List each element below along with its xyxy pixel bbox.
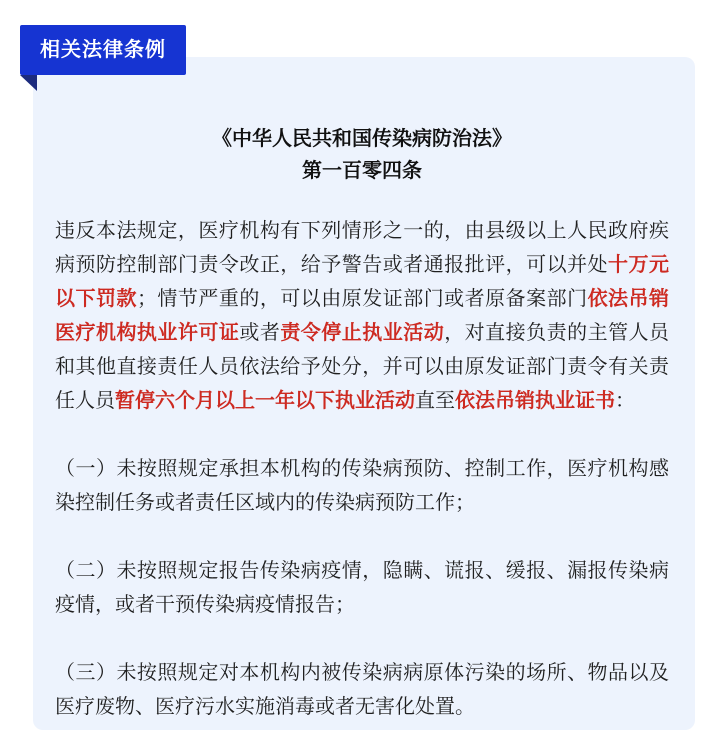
body-text: 违反本法规定，医疗机构有下列情形之一的，由县级以上人民政府疾病预防控制部门责令改正，给予警告或者通报批评，可以并处 xyxy=(55,220,669,276)
emphasis-text: 责令停止执业活动 xyxy=(280,322,445,344)
law-card xyxy=(33,57,695,730)
body-text: ，对直接负责的主管人员和其他直接责任人员依法给予处分，并可以由原发证部门责令有关责任人员 xyxy=(55,322,670,412)
law-title: 《中华人民共和国传染病防治法》 xyxy=(212,128,512,150)
section-ribbon xyxy=(20,25,186,75)
ribbon-fold-corner xyxy=(20,75,37,91)
emphasis-text: 十万元以下罚款 xyxy=(55,254,670,310)
emphasis-text: 暂停六个月以上一年以下执业活动 xyxy=(115,390,415,412)
body-text: ；情节严重的，可以由原发证部门或者原备案部门 xyxy=(136,288,588,310)
law-card-content xyxy=(33,57,695,742)
body-text: 直至 xyxy=(415,390,455,412)
emphasis-text: 依法吊销医疗机构执业许可证 xyxy=(55,288,670,344)
section-ribbon-label: 相关法律条例 xyxy=(40,39,166,61)
body-text: 或者 xyxy=(239,322,281,344)
law-item-3: （三）未按照规定对本机构内被传染病病原体污染的场所、物品以及医疗废物、医疗污水实施消毒或者无害化处置。 xyxy=(55,662,669,718)
law-item-2: （二）未按照规定报告传染病疫情，隐瞒、谎报、缓报、漏报传染病疫情，或者干预传染病疫情报告； xyxy=(55,560,669,616)
emphasis-text: 依法吊销执业证书 xyxy=(455,390,615,412)
law-article-number: 第一百零四条 xyxy=(302,160,422,182)
law-paragraph xyxy=(55,214,669,418)
law-item-1: （一）未按照规定承担本机构的传染病预防、控制工作，医疗机构感染控制任务或者责任区域内的传染病预防工作； xyxy=(55,458,669,514)
body-text: ： xyxy=(615,390,635,412)
